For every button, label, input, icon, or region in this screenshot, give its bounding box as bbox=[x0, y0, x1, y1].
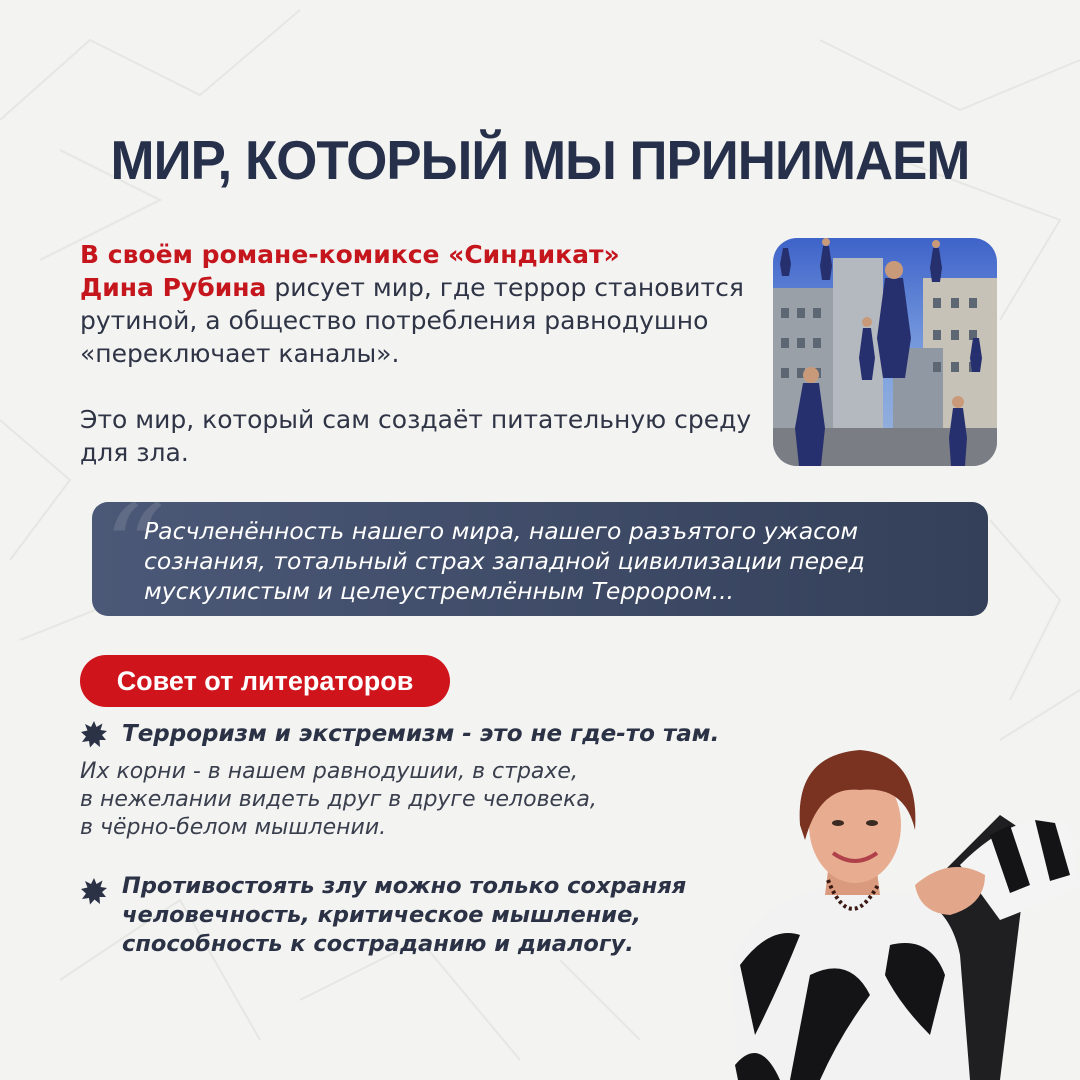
quote-mark-icon: “ bbox=[104, 480, 166, 619]
tip-2-line-3: способность к состраданию и диалогу. bbox=[122, 931, 634, 957]
quote-text: Расчленённость нашего мира, нашего разъятого ужасом сознания, тотальный страх западной цивилизации перед мускулистым и целеустремлённым Террором... bbox=[144, 517, 865, 605]
tip-1-line-1: Их корни - в нашем равнодушии, в страхе, bbox=[80, 759, 578, 784]
tip-1-line-3: в чёрно-белом мышлении. bbox=[80, 815, 387, 840]
intro-paragraph-2: Это мир, который сам создаёт питательную среду для зла. bbox=[80, 405, 752, 467]
tip-1-line-2: в нежелании видеть друг в друге человека, bbox=[80, 787, 597, 812]
book-cover-image bbox=[773, 238, 997, 466]
advice-tip-2 bbox=[80, 872, 740, 959]
tip-2-line-2: человечность, критическое мышление, bbox=[122, 902, 641, 928]
tip-1-heading: Терроризм и экстремизм - это не где-то там. bbox=[122, 721, 720, 747]
page-title: МИР, КОТОРЫЙ МЫ ПРИНИМАЕМ bbox=[110, 129, 970, 191]
book-reference: В своём романе-комиксе «Синдикат» bbox=[80, 240, 620, 269]
quote-block bbox=[92, 480, 988, 619]
advice-tip-1 bbox=[80, 720, 780, 842]
intro-description: рисует мир, где террор становится рутиной, а общество потребления равнодушно «переключает каналы». bbox=[80, 273, 744, 368]
tip-2-line-1: Противостоять злу можно только сохраняя bbox=[122, 873, 687, 899]
starburst-bullet-icon bbox=[80, 720, 108, 748]
advice-badge: Совет от литераторов bbox=[80, 655, 450, 707]
author-name: Дина Рубина bbox=[80, 273, 267, 302]
intro-text bbox=[80, 238, 780, 469]
starburst-bullet-icon bbox=[80, 877, 108, 905]
